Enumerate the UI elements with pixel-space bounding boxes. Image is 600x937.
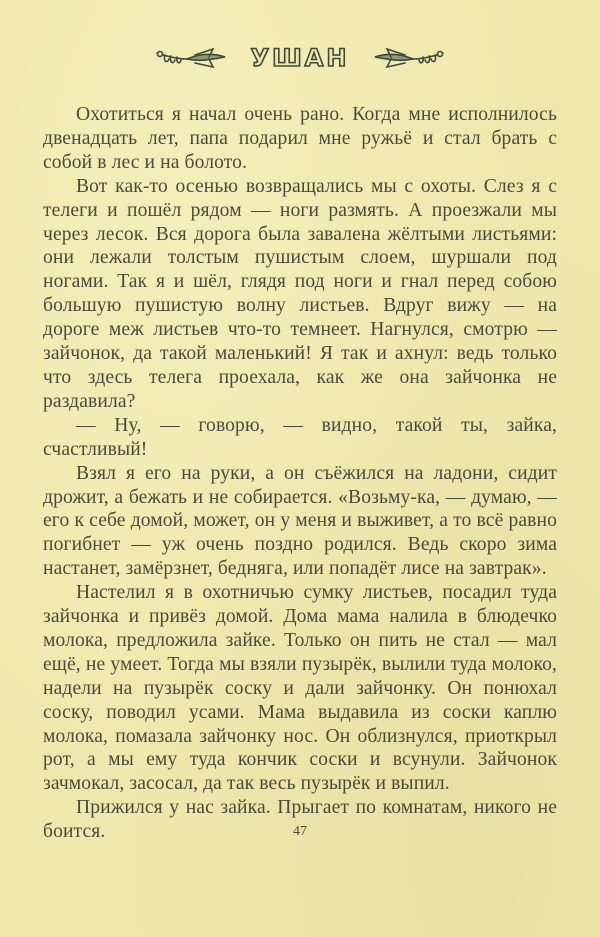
paragraph: Взял я его на руки, а он съёжился на ладони, сидит дрожит, а бежать и не собирается. «Возьму-ка, — думаю, — его к себе домой, может, он у меня и выживет, а то всё равно погибнет — уж очень поздно родился. Ведь скоро зима настанет, замёрзнет, бедняга, или попадёт лисе на завтрак». [43,462,557,580]
chapter-header [0,40,600,76]
paragraph: Прижился у нас зайка. Прыгает по комнатам, никого не боится. [43,797,557,843]
floral-ornament-left-icon [151,45,229,71]
story-text [43,103,557,844]
paragraph: Вот как-то осенью возвращались мы с охоты. Слез я с телеги и пошёл рядом — ноги размять. А проезжали мы через лесок. Вся дорога была завалена жёлтыми листьями: они лежали толстым пушистым слоем, шуршали под ногами. Так я и шёл, глядя под ноги и гнал перед собою большую пушистую волну листьев. Вдруг вижу — на дороге меж листьев что-то темнеет. Нагнулся, смотрю — зайчонок, да такой маленький! Я так и ахнул: ведь только что здесь телега проехала, как же она зайчонка не раздавила? [43,175,557,412]
chapter-title: УШАН [250,44,350,72]
paragraph: Настелил я в охотничью сумку листьев, посадил туда зайчонка и привёз домой. Дома мама налила в блюдечко молока, предложила зайке. Только он пить не стал — мал ещё, не умеет. Тогда мы взяли пузырёк, вылили туда молоко, надели на пузырёк соску и дали зайчонку. Он понюхал соску, поводил усами. Мама выдавила из соски каплю молока, помазала зайчонку нос. Он облизнулся, приоткрыл рот, а мы ему туда кончик соски и всунули. Зайчонок зачмокал, засосал, да так весь пузырёк и выпил. [43,582,557,795]
paragraph: — Ну, — говорю, — видно, такой ты, зайка, счастливый! [43,414,557,460]
paragraph: Охотиться я начал очень рано. Когда мне исполнилось двенадцать лет, папа подарил мне ружьё и стал брать с собой в лес и на болото. [43,104,557,173]
page-number: 47 [293,824,307,839]
floral-ornament-right-icon [371,45,449,71]
